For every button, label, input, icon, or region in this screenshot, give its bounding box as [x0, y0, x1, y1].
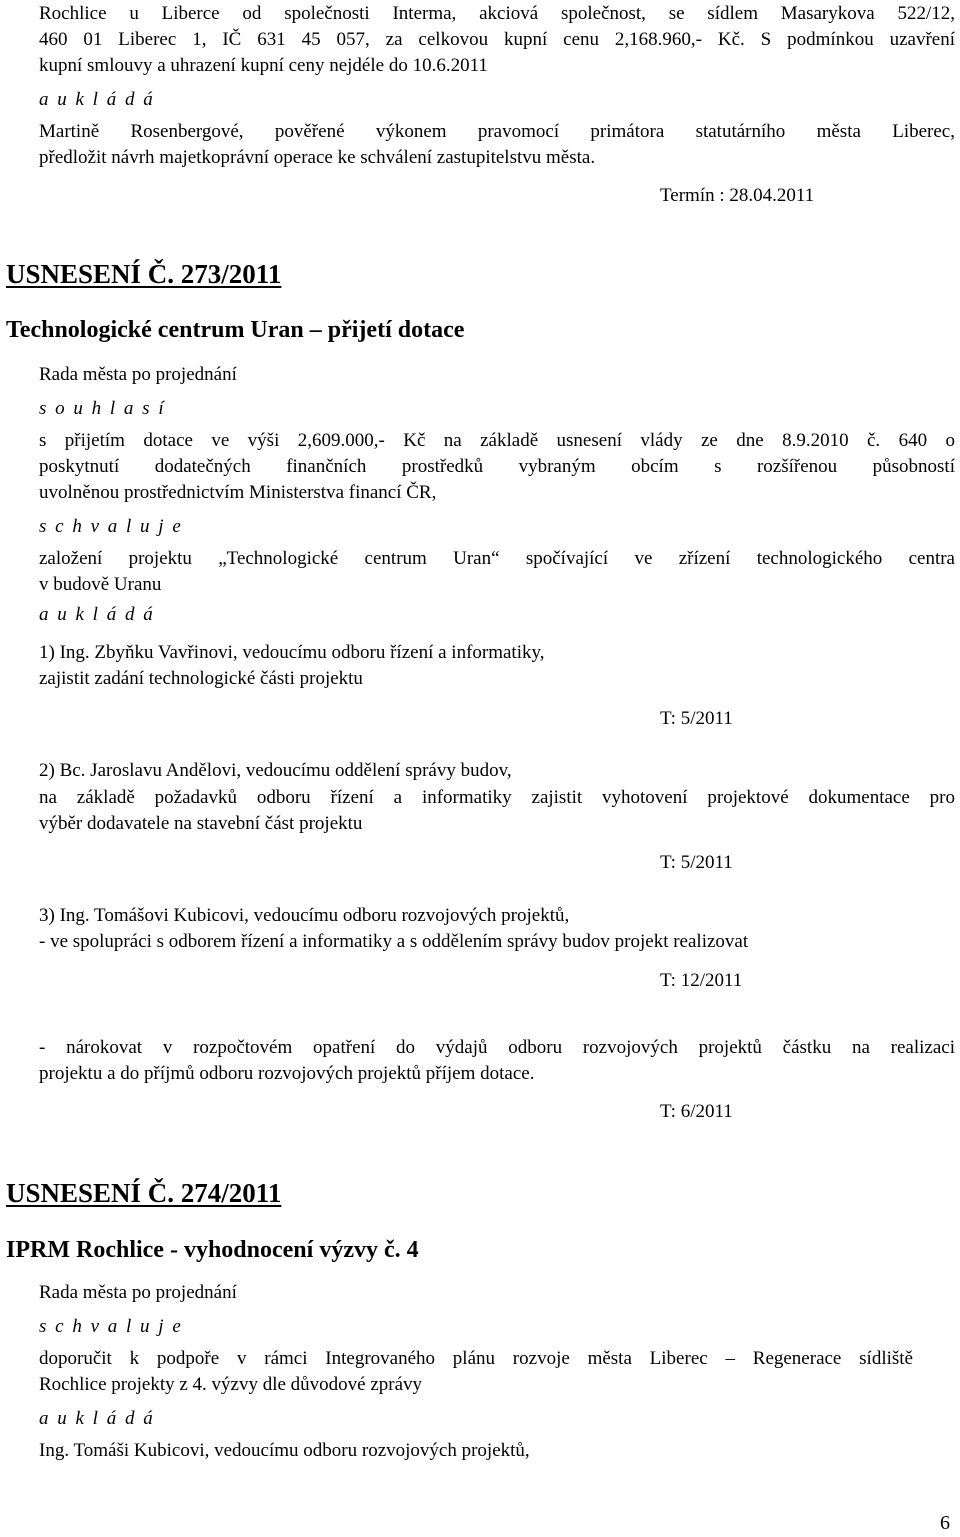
keyword-uklada: a u k l á d á	[39, 604, 153, 625]
task-line: na základě požadavků odboru řízení a informatiky zajistit vyhotovení projektové dokumentace pro	[39, 787, 955, 808]
task-line: - ve spolupráci s odborem řízení a informatiky a s oddělením správy budov projekt realizovat	[39, 931, 749, 952]
body-line: Rochlice projekty z 4. výzvy dle důvodové zprávy	[39, 1374, 423, 1395]
body-line: doporučit k podpoře v rámci Integrovaného plánu rozvoje města Liberec – Regenerace sídliště	[39, 1348, 913, 1369]
deadline: T: 5/2011	[660, 708, 733, 729]
body-line: 460 01 Liberec 1, IČ 631 45 057, za celkovou kupní cenu 2,168.960,- Kč. S podmínkou uzavření	[39, 29, 955, 50]
intro-line: Rada města po projednání	[39, 364, 237, 385]
task-line: projektu a do příjmů odboru rozvojových projektů příjem dotace.	[39, 1063, 535, 1084]
task-line: zajistit zadání technologické části projektu	[39, 668, 363, 689]
resolution-number: USNESENÍ Č. 273/2011	[6, 259, 282, 289]
keyword-schvaluje: s c h v a l u j e	[39, 1316, 181, 1337]
body-line: v budově Uranu	[39, 574, 162, 595]
resolution-number: USNESENÍ Č. 274/2011	[6, 1178, 282, 1208]
keyword-souhlasi: s o u h l a s í	[39, 398, 164, 419]
body-line: Ing. Tomáši Kubicovi, vedoucímu odboru rozvojových projektů,	[39, 1440, 530, 1461]
intro-line: Rada města po projednání	[39, 1282, 237, 1303]
task-line: 2) Bc. Jaroslavu Andělovi, vedoucímu oddělení správy budov,	[39, 760, 512, 781]
page-number: 6	[940, 1512, 950, 1534]
resolution-title: IPRM Rochlice - vyhodnocení výzvy č. 4	[6, 1237, 419, 1263]
body-line: Rochlice u Liberce od společnosti Interma, akciová společnost, se sídlem Masarykova 522/12,	[39, 3, 955, 24]
deadline: T: 6/2011	[660, 1101, 733, 1122]
keyword-schvaluje: s c h v a l u j e	[39, 516, 181, 537]
deadline: T: 12/2011	[660, 970, 743, 991]
body-line: kupní smlouvy a uhrazení kupní ceny nejdéle do 10.6.2011	[39, 55, 488, 76]
task-line: 1) Ing. Zbyňku Vavřinovi, vedoucímu odboru řízení a informatiky,	[39, 642, 545, 663]
keyword-uklada: a u k l á d á	[39, 89, 153, 110]
task-line: 3) Ing. Tomášovi Kubicovi, vedoucímu odboru rozvojových projektů,	[39, 905, 570, 926]
body-line: Martině Rosenbergové, pověřené výkonem pravomocí primátora statutárního města Liberec,	[39, 121, 955, 142]
keyword-uklada: a u k l á d á	[39, 1408, 153, 1429]
body-line: založení projektu „Technologické centrum Uran“ spočívající ve zřízení technologického centra	[39, 548, 955, 569]
body-line: poskytnutí dodatečných finančních prostředků vybraným obcím s rozšířenou působností	[39, 456, 955, 477]
body-line: s přijetím dotace ve výši 2,609.000,- Kč na základě usnesení vlády ze dne 8.9.2010 č. 640 o	[39, 430, 955, 451]
task-line: - nárokovat v rozpočtovém opatření do výdajů odboru rozvojových projektů částku na realizaci	[39, 1037, 955, 1058]
body-line: uvolněnou prostřednictvím Ministerstva financí ČR,	[39, 482, 437, 503]
body-line: předložit návrh majetkoprávní operace ke schválení zastupitelstvu města.	[39, 147, 596, 168]
task-line: výběr dodavatele na stavební část projektu	[39, 813, 363, 834]
deadline: T: 5/2011	[660, 852, 733, 873]
deadline: Termín : 28.04.2011	[660, 185, 815, 206]
resolution-title: Technologické centrum Uran – přijetí dotace	[6, 317, 465, 343]
